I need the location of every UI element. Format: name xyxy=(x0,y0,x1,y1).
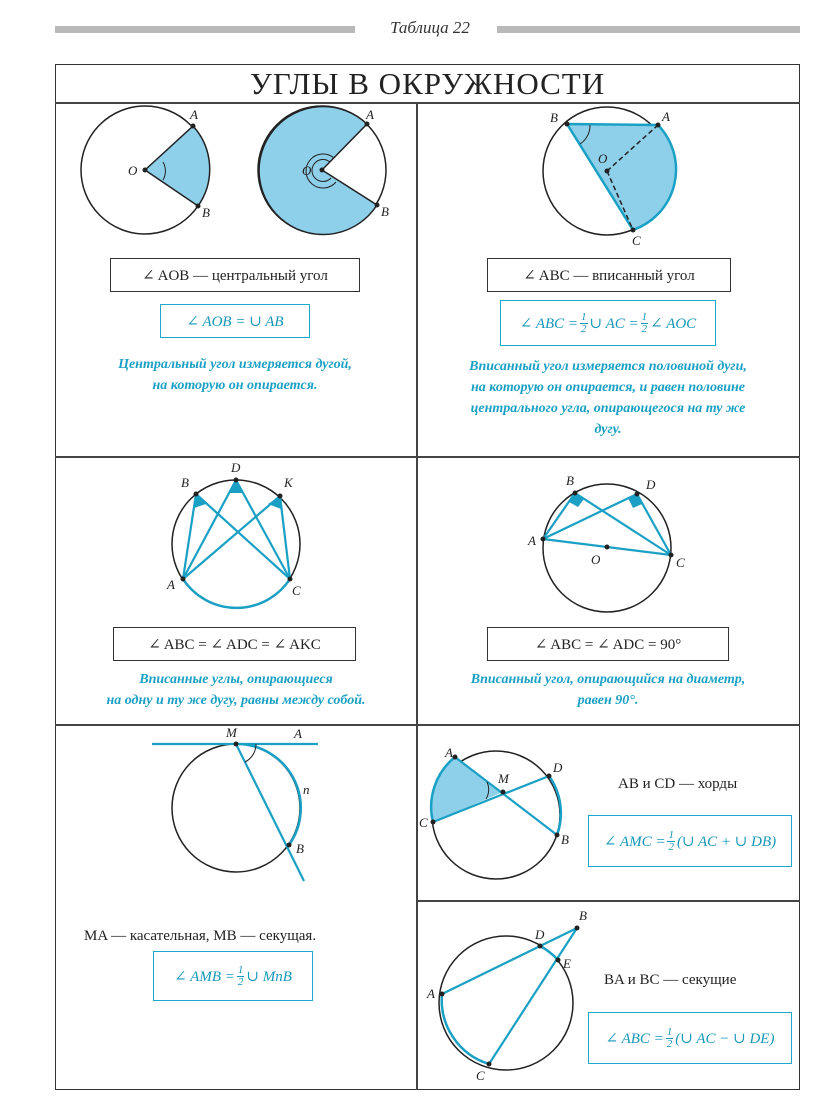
equal-angles-note: Вписанные углы, опирающиеся на одну и ту же дугу, равны между собой. xyxy=(106,672,366,708)
point-label-B5: B xyxy=(566,473,574,488)
diameter-angle-formula: ∠ ABC = ∠ ADC = 90° xyxy=(487,627,729,661)
inscribed-angle-definition: ∠ ABC — вписанный угол xyxy=(487,258,731,292)
point-label-D8: D xyxy=(535,927,545,942)
point-label-C5: C xyxy=(676,555,685,570)
inscribed-angle-note: Вписанный угол измеряется половиной дуги, на которую он опирается, и равен половине центрального угла, опирающегося на ту же дугу. xyxy=(469,359,747,437)
point-label-A2: A xyxy=(366,107,374,122)
central-angle-formula: ∠ AOB = ∪ AB xyxy=(160,304,310,338)
equal-angles-formula: ∠ ABC = ∠ ADC = ∠ AKC xyxy=(113,627,356,661)
point-label-B1: B xyxy=(202,205,210,220)
point-label-C4: C xyxy=(292,583,301,598)
point-label-C8: C xyxy=(476,1068,485,1083)
table-label: Таблица 22 xyxy=(390,18,470,37)
point-label-D4: D xyxy=(231,460,241,475)
central-angle-note: Центральный угол измеряется дугой, на которую он опирается. xyxy=(118,357,352,393)
point-label-O3: O xyxy=(598,151,608,166)
point-label-B8: B xyxy=(579,908,587,923)
diameter-angle-diagram xyxy=(0,456,816,656)
point-label-O5: O xyxy=(591,552,601,567)
diameter-angle-note: Вписанный угол, опирающийся на диаметр, равен 90°. xyxy=(470,672,746,708)
point-label-A1: A xyxy=(190,107,198,122)
secants-formula: ∠ ABC = $\frac{1}{2}$ (∪ AC − ∪ DE) xyxy=(588,1012,792,1064)
secants-description: BA и BC — секущие xyxy=(604,972,737,988)
point-label-D7: D xyxy=(553,760,563,775)
point-label-A6: A xyxy=(294,726,302,741)
point-label-C3: C xyxy=(632,233,641,248)
point-label-A3: A xyxy=(662,109,670,124)
point-label-D5: D xyxy=(646,477,656,492)
chords-description: AB и CD — хорды xyxy=(618,776,738,792)
point-label-A7: A xyxy=(445,745,453,760)
point-label-E8: E xyxy=(563,956,571,971)
tangent-secant-description: MA — касательная, MB — секущая. xyxy=(84,928,317,944)
point-label-O1: O xyxy=(128,163,138,178)
point-label-B3: B xyxy=(550,110,558,125)
page-title: УГЛЫ В ОКРУЖНОСТИ xyxy=(249,66,606,101)
point-label-A4: A xyxy=(167,577,175,592)
point-label-K4: K xyxy=(284,475,293,490)
point-label-C7: C xyxy=(419,815,428,830)
header-bar-right xyxy=(497,26,800,33)
tangent-secant-formula: ∠ AMB = $\frac{1}{2}$ ∪ MnB xyxy=(153,951,313,1001)
point-label-B6: B xyxy=(296,841,304,856)
point-label-B2: B xyxy=(381,204,389,219)
point-label-B4: B xyxy=(181,475,189,490)
secants-diagram xyxy=(0,900,816,1100)
point-label-B7: B xyxy=(561,832,569,847)
central-angle-definition: ∠ AOB — центральный угол xyxy=(110,258,360,292)
point-label-M6: M xyxy=(226,725,237,740)
point-label-M7: M xyxy=(498,771,509,786)
chords-diagram xyxy=(0,724,816,904)
chords-formula: ∠ AMC = $\frac{1}{2}$ (∪ AC + ∪ DB) xyxy=(588,815,792,867)
header-bar-left xyxy=(55,26,355,33)
point-label-O2: O xyxy=(302,163,312,178)
point-label-A5: A xyxy=(528,533,536,548)
point-label-A8: A xyxy=(427,986,435,1001)
inscribed-angle-formula: ∠ ABC = $\frac{1}{2}$ ∪ AC = $\frac{1}{2}$ ∠ AOC xyxy=(500,300,716,346)
point-label-n6: n xyxy=(303,782,310,797)
